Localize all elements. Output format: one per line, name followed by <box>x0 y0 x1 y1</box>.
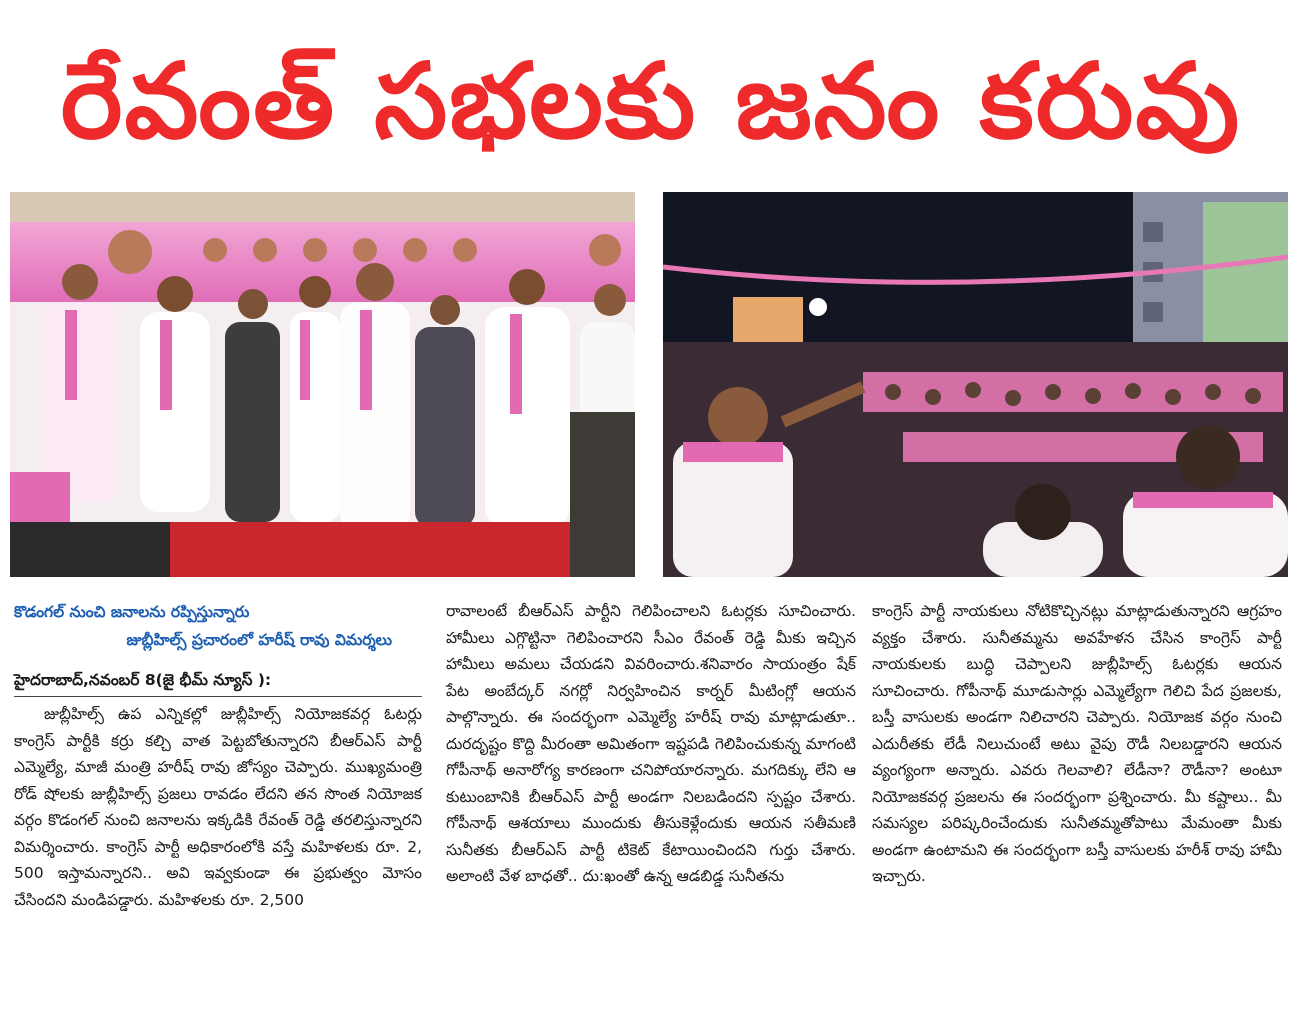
article-text-3: కాంగ్రెస్ పార్టీ నాయకులు నోటికొచ్చినట్లు మాట్లాడుతున్నారని ఆగ్రహం వ్యక్తం చేశారు. సునీతమ్మను అవహేళన చేసిన కాంగ్రెస్ పార్టీ నాయకులకు బుద్ధి చెప్పాలని జుబ్లీహిల్స్ ఓటర్లకు ఆయన సూచించారు. గోపీనాథ్ మూడుసార్లు ఎమ్మెల్యేగా గెలిచి పేద ప్రజలకు, బస్తీ వాసులకు అండగా నిలిచారని చెప్పారు. నియోజక వర్గం నుంచి ఎదురీతకు లేడీ నిలుచుంటే అటు వైపు రౌడీ నిలబడ్డారని ఆయన వ్యంగ్యంగా అన్నారు. ఎవరు గెలవాలి? లేడీనా? రౌడీనా? అంటూ నియోజకవర్గ ప్రజలను ఈ సందర్భంగా ప్రశ్నించారు. మీ కష్టాలు.. మీ సమస్యల పరిష్కరించేందుకు సునీతమ్మతోపాటు మేమంతా మీకు అండగా ఉంటామని ఈ సందర్భంగా బస్తీ వాసులకు హరీశ్ రావు హామీ ఇచ్చారు. <box>872 602 1282 885</box>
article-column-1 <box>14 598 422 913</box>
dateline-rule <box>14 696 422 697</box>
article-column-2 <box>446 598 856 890</box>
article-column-3 <box>872 598 1282 890</box>
photo-stage-leaders <box>10 192 635 577</box>
sub-heading-1: కొడంగల్ నుంచి జనాలను రప్పిస్తున్నారు <box>14 603 250 621</box>
article-text-2: రావాలంటే బీఆర్ఎస్ పార్టీని గెలిపించాలని ఓటర్లకు సూచించారు. హామీలు ఎగ్గొట్టినా గెలిపించారని సీఎం రేవంత్ రెడ్డి మీకు ఇచ్చిన హామీలు అమలు చేయడని వివరించారు.శనివారం సాయంత్రం షేక్ పేట అంబేద్కర్ నగర్లో నిర్వహించిన కార్నర్ మీటింగ్లో ఆయన పాల్గొన్నారు. ఈ సందర్భంగా ఎమ్మెల్యే హరీష్ రావు మాట్లాడుతూ.. దురదృష్టం కొద్ది మీరంతా అమితంగా ఇష్టపడి గెలిపించుకున్న మాగంటి గోపీనాథ్ అనారోగ్య కారణంగా చనిపోయారన్నారు. మగదిక్కు లేని ఆ కుటుంబానికి బీఆర్ఎస్ పార్టీ అండగా నిలబడిందని స్పష్టం చేశారు. గోపీనాథ్ ఆశయాలు ముందుకు తీసుకెళ్లేందుకు ఆయన సతీమణి సునీతకు బీఆర్ఎస్ పార్టీ టికెట్ కేటాయించిందని గుర్తు చేశారు. అలాంటి వేళ బాధతో.. దు:ఖంతో ఉన్న ఆడబిడ్డ సునీతను <box>446 602 856 885</box>
headline: రేవంత్ సభలకు జనం కరువు <box>60 40 1242 162</box>
article-text-1: జుబ్లీహిల్స్ ఉప ఎన్నికల్లో జుబ్లీహిల్స్ నియోజకవర్గ ఓటర్లు కాంగ్రెస్ పార్టీకి కర్రు కల్చి వాత పెట్టబోతున్నారని బీఆర్ఎస్ పార్టీ ఎమ్మెల్యే, మాజీ మంత్రి హరీష్ రావు జోస్యం చెప్పారు. ముఖ్యమంత్రి రోడ్ షోలకు జుబ్లీహిల్స్ ప్రజలు రావడం లేదని తన సొంత నియోజక వర్గం కొడంగల్ నుంచి జనాలను ఇక్కడికి రేవంత్ రెడ్డి తరలిస్తున్నారని విమర్శించారు. కాంగ్రెస్ పార్టీ అధికారంలోకి వస్తే మహిళలకు రూ. 2, 500 ఇస్తామన్నారని.. అవి ఇవ్వకుండా ఈ ప్రభుత్వం మోసం చేసిందని మండిపడ్డారు. మహిళలకు రూ. 2,500 <box>14 705 422 909</box>
sub-heading-2: జుబ్లీహిల్స్ ప్రచారంలో హరీష్ రావు విమర్శలు <box>126 631 392 649</box>
photo-night-crowd <box>663 192 1288 577</box>
dateline: హైదరాబాద్,నవంబర్ 8(జై భీమ్ న్యూస్ ): <box>14 671 272 689</box>
